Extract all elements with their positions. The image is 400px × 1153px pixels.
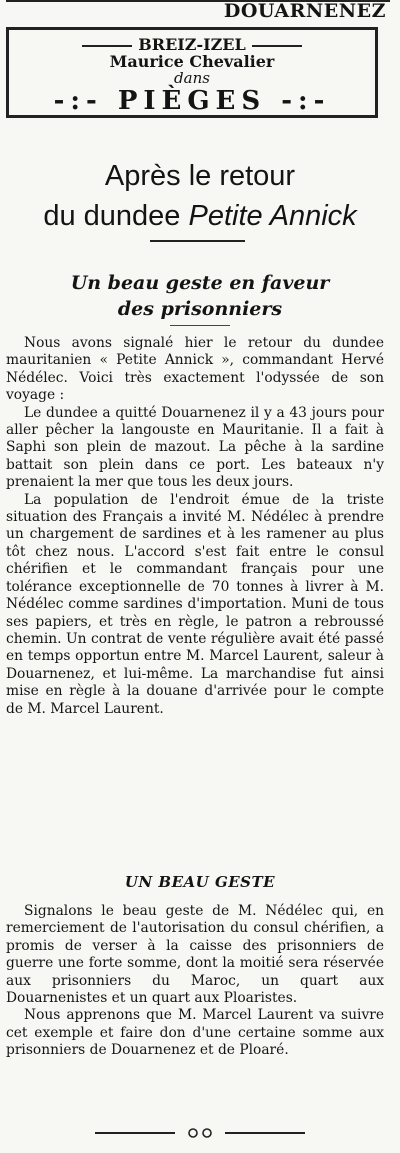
paragraph: Nous apprenons que M. Marcel Laurent va suivre cet exemple et faire don d'une certaine somme aux prisonniers de Douarnenez et de Ploaré.	[6, 1007, 384, 1059]
rule-right	[252, 45, 302, 47]
subhead-line-2: des prisonniers	[117, 298, 283, 320]
rule-left	[82, 45, 132, 47]
paragraph: Signalons le beau geste de M. Nédélec qui, en remerciement de l'autorisation du consul chérifien, a promis de verser à la caisse des prisonniers de guerre une forte somme, dont la moitié sera réservée aux prisonniers du Maroc, un quart aux Douarnenistes et un quart aux Ploaristes.	[6, 903, 384, 1007]
article-headline	[0, 156, 400, 236]
cinema-ad-box	[6, 27, 378, 118]
double-ring-ornament-icon	[95, 1127, 305, 1139]
cinema-name-line	[9, 36, 375, 53]
paragraph: Le dundee a quitté Douarnenez il y a 43 jours pour aller pêcher la langouste en Mauritanie. Il a fait à Saphi son plein de mazout. La pêche à la sardine battait son plein dans ce port. Les bateaux n'y prenaient la mer que tous les deux jours.	[6, 404, 384, 491]
paragraph: Nous avons signalé hier le retour du dundee mauritanien « Petite Annick », commandant Hervé Nédélec. Voici très exactement l'odyssée de son voyage :	[6, 335, 384, 404]
ornament-rule-left	[95, 1132, 175, 1134]
actor-name: Maurice Chevalier	[109, 52, 275, 71]
article-body-part-2	[6, 903, 384, 1060]
subhead-line-1: Un beau geste en faveur	[70, 272, 330, 294]
in-word: dans	[174, 69, 210, 87]
headline-line-1: Après le retour	[104, 160, 296, 192]
headline-line-2	[0, 196, 400, 236]
article-body-part-1	[6, 335, 384, 718]
headline-separator	[150, 240, 245, 242]
ornament-rule-right	[225, 1132, 305, 1134]
ship-name: Petite Annick	[188, 200, 357, 232]
headline-prefix: du dundee	[43, 200, 189, 232]
subhead-separator	[170, 325, 230, 326]
intertitle: UN BEAU GESTE	[124, 873, 276, 891]
article-subhead	[0, 270, 400, 322]
cinema-name: BREIZ-IZEL	[138, 35, 246, 54]
ornament-rings	[182, 1127, 218, 1139]
town-heading: DOUARNENEZ	[223, 0, 386, 22]
paragraph: La population de l'endroit émue de la triste situation des Français a invité M. Nédélec à prendre un chargement de sardines et à les ramener au plus tôt chez nous. L'accord s'est fait entre le consul chérifien et le commandant français pour une tolérance exceptionnelle de 70 tonnes à livrer à M. Nédélec comme sardines d'importation. Muni de tous ses papiers, et très en règle, le patron a rebroussé chemin. Un contrat de vente régulière avait été passé en temps opportun entre M. Marcel Laurent, saleur à Douarnenez, et lui-même. La marchandise fut ainsi mise en règle à la douane d'arrivée pour le compte de M. Marcel Laurent.	[6, 491, 384, 717]
film-title: -:- PIÈGES -:-	[53, 86, 331, 116]
